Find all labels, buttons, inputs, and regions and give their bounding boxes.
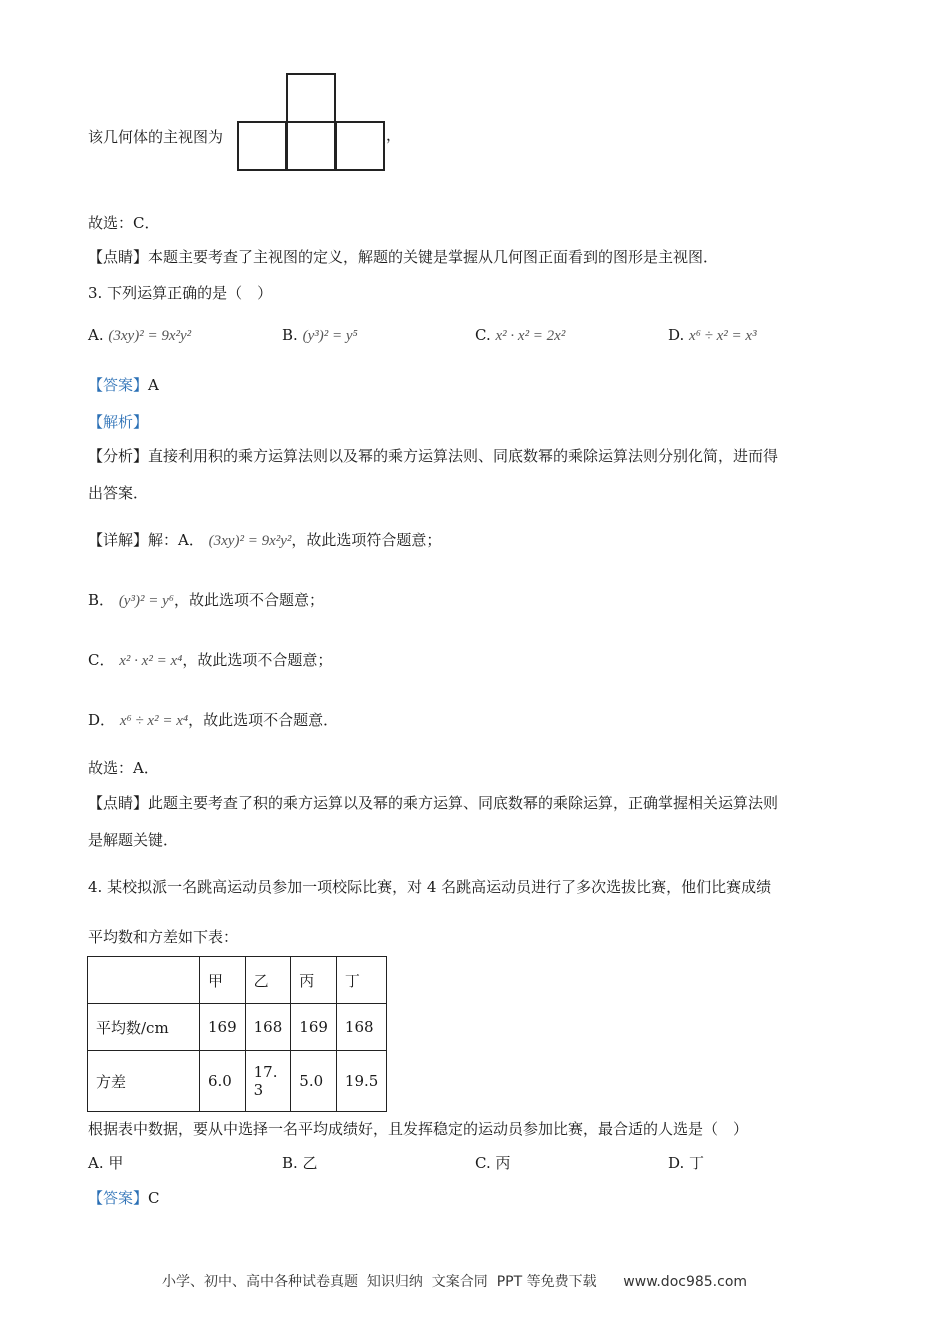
- table-cell: 5.0: [291, 1051, 337, 1112]
- q4-option-b: B. 乙: [282, 1154, 318, 1172]
- q3-option-c: [475, 326, 565, 345]
- detail-suffix: ，故此选项不合题意；: [173, 591, 324, 609]
- q4-option-c: C. 丙: [475, 1154, 511, 1172]
- table-header-cell: 丁: [336, 957, 386, 1004]
- q3-fenxi-line2: 出答案．: [88, 484, 149, 502]
- view-comma: ，: [386, 126, 402, 144]
- detail-prefix: 解：A．: [148, 531, 204, 549]
- note-tag: 【点睛】: [88, 248, 149, 266]
- q3-detail-d: [88, 709, 338, 730]
- view-square-left: [237, 121, 287, 171]
- q3-fenxi-line1: [88, 445, 778, 466]
- view-square-top: [286, 73, 336, 123]
- q3-option-b: [282, 326, 358, 345]
- table-header-cell: 甲: [200, 957, 246, 1004]
- q4-question: 根据表中数据，要从中选择一名平均成绩好，且发挥稳定的运动员参加比赛，最合适的人选是（ ）: [88, 1120, 749, 1138]
- detail-prefix: C．: [88, 651, 115, 669]
- detail-expr: (y³)² = y⁶: [118, 593, 174, 609]
- table-row: [88, 1004, 387, 1051]
- table-row: [88, 1051, 387, 1112]
- table-cell: 17. 3: [245, 1051, 291, 1112]
- detail-prefix: B．: [88, 591, 115, 609]
- q3-choice: 故选：A．: [88, 759, 159, 777]
- table-header-cell: [88, 957, 200, 1004]
- detail-prefix: D．: [88, 711, 116, 729]
- q2-choice: 故选：C．: [88, 214, 160, 232]
- table-cell: 168: [245, 1004, 291, 1051]
- detail-expr: x⁶ ÷ x² = x⁴: [119, 713, 189, 729]
- answer-tag: 【答案】: [88, 376, 149, 394]
- q3-option-a: [88, 326, 191, 345]
- option-expr: (y³)² = y⁵: [302, 328, 358, 344]
- answer-value: A: [148, 376, 159, 394]
- q3-note-line2: 是解题关键．: [88, 831, 179, 849]
- view-square-middle: [286, 121, 336, 171]
- table-header-cell: 丙: [291, 957, 337, 1004]
- answer-tag: 【答案】: [88, 1189, 149, 1207]
- view-square-right: [335, 121, 385, 171]
- view-label: [88, 126, 223, 147]
- detail-expr: (3xy)² = 9x²y²: [208, 533, 292, 549]
- table-cell: 19.5: [336, 1051, 386, 1112]
- q4-stem-line1: 4. 某校拟派一名跳高运动员参加一项校际比赛，对 4 名跳高运动员进行了多次选拔比赛，他们比赛成绩: [88, 878, 772, 896]
- q4-option-d: D. 丁: [668, 1154, 705, 1172]
- option-label: A.: [88, 326, 104, 344]
- q3-note-line1: [88, 792, 778, 813]
- table-cell: 168: [336, 1004, 386, 1051]
- fenxi-text: 直接利用积的乘方运算法则以及幂的乘方运算法则、同底数幂的乘除运算法则分别化简，进而得: [148, 447, 779, 465]
- detail-suffix: ，故此选项不合题意．: [188, 711, 339, 729]
- note-text: 本题主要考查了主视图的定义，解题的关键是掌握从几何图正面看到的图形是主视图．: [148, 248, 719, 266]
- option-expr: x⁶ ÷ x² = x³: [689, 328, 757, 344]
- view-label-text: 该几何体的主视图为: [88, 128, 224, 146]
- detail-suffix: ，故此选项不合题意；: [182, 651, 333, 669]
- fenxi-tag: 【分析】: [88, 447, 149, 465]
- q3-detail-b: [88, 589, 324, 610]
- q3-answer: [88, 374, 159, 395]
- answer-value: C: [148, 1189, 160, 1207]
- scores-table: [87, 956, 387, 1112]
- option-label: D.: [668, 326, 685, 344]
- note-tag: 【点睛】: [88, 794, 149, 812]
- table-cell: 169: [291, 1004, 337, 1051]
- option-label: B.: [282, 326, 298, 344]
- q4-option-a: A. 甲: [88, 1154, 124, 1172]
- table-row-label: 平均数/cm: [88, 1004, 200, 1051]
- table-row-label: 方差: [88, 1051, 200, 1112]
- q3-analysis-tag: 【解析】: [88, 413, 149, 431]
- table-cell: 6.0: [200, 1051, 246, 1112]
- table-header-row: [88, 957, 387, 1004]
- detail-suffix: ，故此选项符合题意；: [291, 531, 442, 549]
- q4-stem-line2: 平均数和方差如下表：: [88, 928, 239, 946]
- q3-detail-c: [88, 649, 332, 670]
- q3-detail-a: [88, 529, 441, 550]
- note-text: 此题主要考查了积的乘方运算以及幂的乘方运算、同底数幂的乘除运算，正确掌握相关运算法则: [148, 794, 779, 812]
- q3-option-d: [668, 326, 757, 345]
- page-footer: 小学、初中、高中各种试卷真题 知识归纳 文案合同 PPT 等免费下载 www.doc985.com: [162, 1274, 748, 1290]
- table-cell: 169: [200, 1004, 246, 1051]
- detail-tag: 【详解】: [88, 531, 149, 549]
- detail-expr: x² · x² = x⁴: [119, 653, 183, 669]
- q3-stem: 3. 下列运算正确的是（ ）: [88, 284, 273, 302]
- q2-note: [88, 246, 718, 267]
- table-header-cell: 乙: [245, 957, 291, 1004]
- option-label: C.: [475, 326, 491, 344]
- option-expr: x² · x² = 2x²: [495, 328, 566, 344]
- option-expr: (3xy)² = 9x²y²: [108, 328, 192, 344]
- q4-answer: [88, 1187, 160, 1208]
